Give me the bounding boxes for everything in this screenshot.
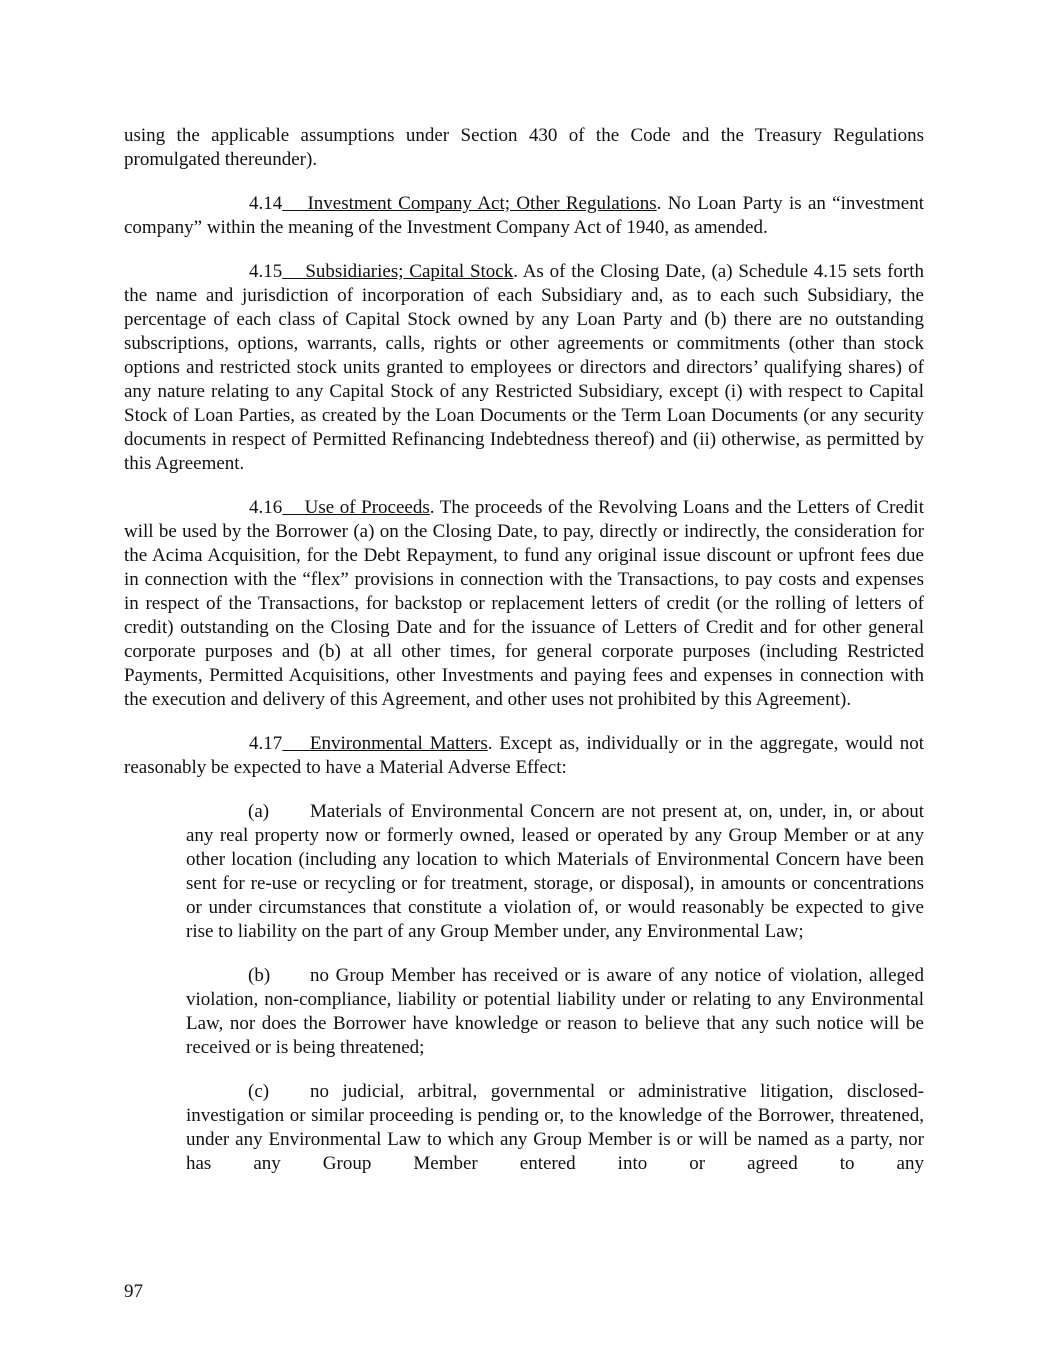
section-4-15-paragraph: [124, 260, 924, 476]
section-number: 4.16: [249, 497, 283, 518]
subsection-label: (b): [248, 965, 271, 986]
document-page: [124, 124, 924, 1176]
section-4-14-paragraph: [124, 192, 924, 240]
section-body: . Except as, individually or in the aggregate, would not reasonably be expected to have a Material Adverse Effect:: [124, 733, 924, 778]
subsection-c-paragraph: [186, 1080, 924, 1176]
intro-continuation-paragraph: using the applicable assumptions under Section 430 of the Code and the Treasury Regulations promulgated thereunder).: [124, 125, 924, 170]
section-body: . No Loan Party is an “investment company” within the meaning of the Investment Company Act of 1940, as amended.: [124, 193, 924, 238]
page-number: 97: [124, 1281, 143, 1302]
subsection-text: no judicial, arbitral, governmental or administrative litigation, disclosed-investigation or similar proceeding is pending or, to the knowledge of the Borrower, threatened, under any Environmental Law to which any Group Member is or will be named as a party, nor has any Group Member entered into or agreed to any: [186, 1081, 924, 1174]
section-4-16-paragraph: [124, 496, 924, 712]
section-number: 4.14: [249, 193, 283, 214]
section-number: 4.17: [249, 733, 283, 754]
section-body: . As of the Closing Date, (a) Schedule 4.15 sets forth the name and jurisdiction of incorporation of each Subsidiary and, as to each such Subsidiary, the percentage of each class of Capital Stock owned by any Loan Party and (b) there are no outstanding subscriptions, options, warrants, calls, rights or other agreements or commitments (other than stock options and restricted stock units granted to employees or directors and directors’ qualifying shares) of any nature relating to any Capital Stock of any Restricted Subsidiary, except (i) with respect to Capital Stock of Loan Parties, as created by the Loan Documents or the Term Loan Documents (or any security documents in respect of Permitted Refinancing Indebtedness thereof) and (ii) otherwise, as permitted by this Agreement.: [124, 261, 925, 474]
section-number: 4.15: [249, 261, 283, 282]
section-4-17-paragraph: [124, 732, 924, 780]
section-body: . The proceeds of the Revolving Loans and the Letters of Credit will be used by the Borrower (a) on the Closing Date, to pay, directly or indirectly, the consideration for the Acima Acquisition, for the Debt Repayment, to fund any original issue discount or upfront fees due in connection with the “flex” provisions in connection with the Transactions, to pay costs and expenses in respect of the Transactions, for backstop or replacement letters of credit (or the rolling of letters of credit) outstanding on the Closing Date and for the issuance of Letters of Credit and for other general corporate purposes and (b) at all other times, for general corporate purposes (including Restricted Payments, Permitted Acquisitions, other Investments and paying fees and expenses in connection with the execution and delivery of this Agreement, and other uses not prohibited by this Agreement).: [124, 497, 924, 710]
subsection-text: Materials of Environmental Concern are not present at, on, under, in, or about any real property now or formerly owned, leased or operated by any Group Member or at any other location (including any location to which Materials of Environmental Concern have been sent for re-use or recycling or for treatment, storage, or disposal), in amounts or concentrations or under circumstances that constitute a violation of, or would reasonably be expected to give rise to liability on the part of any Group Member under, any Environmental Law;: [186, 801, 924, 942]
section-title: Use of Proceeds: [304, 497, 430, 518]
subsection-a-paragraph: [186, 800, 924, 944]
section-title: Subsidiaries; Capital Stock: [305, 261, 514, 282]
section-title: Investment Company Act; Other Regulations: [307, 193, 657, 214]
subsection-b-paragraph: [186, 964, 924, 1060]
subsection-label: (c): [248, 1081, 270, 1102]
subsection-label: (a): [248, 801, 270, 822]
subsection-text: no Group Member has received or is aware of any notice of violation, alleged violation, non-compliance, liability or potential liability under or relating to any Environmental Law, nor does the Borrower have knowledge or reason to believe that any such notice will be received or is being threatened;: [186, 965, 924, 1058]
section-title: Environmental Matters: [309, 733, 488, 754]
